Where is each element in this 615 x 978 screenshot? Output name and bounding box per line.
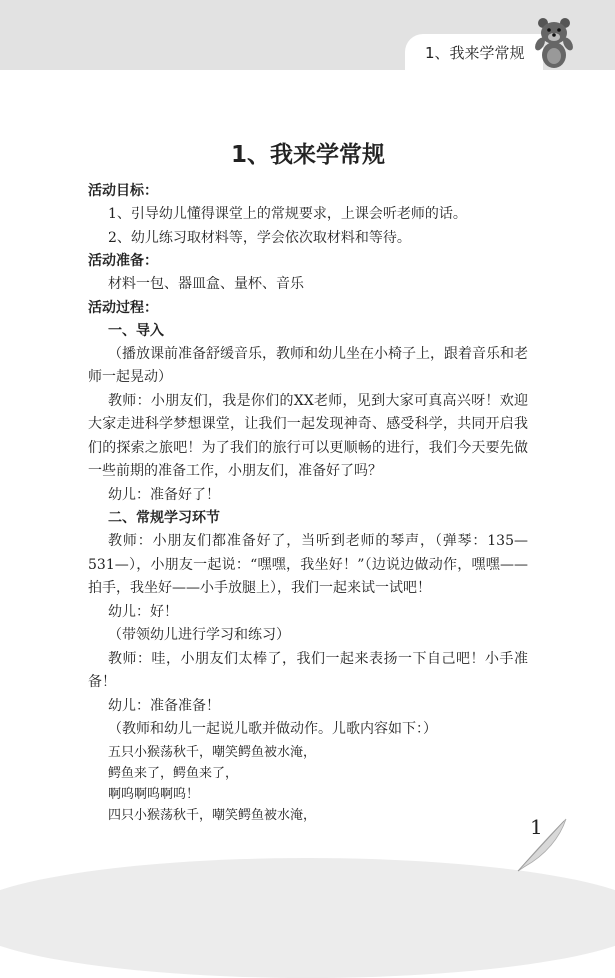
document-body — [88, 140, 528, 826]
paragraph: （带领幼儿进行学习和练习） — [108, 627, 290, 643]
paragraph: 教师：小朋友们，我是你们的XX老师，见到大家可真高兴呀！欢迎大家走进科学梦想课堂，让我们一起发现神奇、感受科学，共同开启我们的探索之旅吧！为了我们的旅行可以更顺畅的进行，我们今天要先做一些前期的准备工作，小朋友们，准备好了吗？ — [88, 392, 528, 479]
poem-line: 啊呜啊呜啊呜！ — [108, 786, 200, 802]
paragraph: （播放课前准备舒缓音乐，教师和幼儿坐在小椅子上，跟着音乐和老师一起晃动） — [88, 345, 528, 385]
paragraph: 幼儿：好！ — [108, 603, 178, 620]
page-title: 1、我来学常规 — [230, 142, 385, 168]
poem-line: 五只小猴荡秋千，嘲笑鳄鱼被水淹， — [108, 744, 317, 760]
poem-line: 鳄鱼来了，鳄鱼来了， — [108, 765, 239, 781]
paragraph: 幼儿：准备好了！ — [108, 486, 220, 503]
paragraph: 教师：哇，小朋友们太棒了，我们一起来表扬一下自己吧！小手准备！ — [88, 650, 528, 690]
prep-text: 材料一包、器皿盒、量杯、音乐 — [108, 276, 304, 292]
paragraph: 幼儿：准备准备！ — [108, 697, 220, 714]
paragraph: 教师：小朋友们都准备好了，当听到老师的琴声，（弹琴：135—531—），小朋友一起说：“嘿嘿，我坐好！”（边说边做动作，嘿嘿——拍手，我坐好——小手放腿上），我们一起来试一试吧！ — [88, 533, 528, 596]
section-1-title: 一、导入 — [108, 322, 164, 339]
prep-heading: 活动准备： — [88, 253, 158, 269]
goal-item: 2、幼儿练习取材料等，学会依次取材料和等待。 — [108, 229, 411, 246]
bear-icon — [534, 16, 574, 68]
paragraph: （教师和幼儿一起说儿歌并做动作。儿歌内容如下：） — [108, 721, 437, 737]
footer-band — [0, 858, 615, 978]
process-heading: 活动过程： — [88, 299, 158, 316]
goals-heading: 活动目标： — [88, 183, 158, 199]
header-chapter-label: 1、我来学常规 — [425, 44, 525, 62]
section-2-title: 二、常规学习环节 — [108, 510, 220, 526]
poem-line: 四只小猴荡秋千，嘲笑鳄鱼被水淹， — [108, 807, 317, 823]
page-number: 1 — [530, 815, 543, 839]
goal-item: 1、引导幼儿懂得课堂上的常规要求，上课会听老师的话。 — [108, 206, 467, 222]
